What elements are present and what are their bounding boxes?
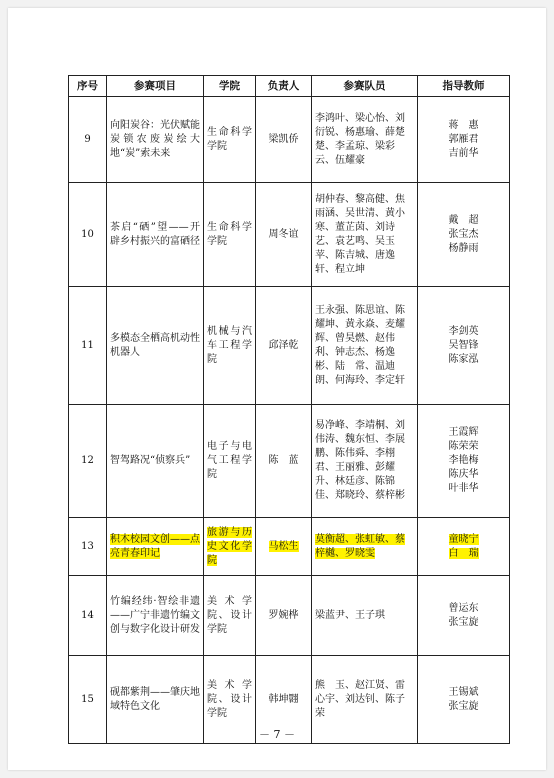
cell-members-text: 易净峰、李靖桐、刘伟涛、魏东恒、李展鹏、陈伟舜、李栩君、王丽雅、彭耀升、林廷彦、陈锦佳、郑晓玲、蔡梓彬 — [315, 420, 405, 501]
cell-no — [69, 287, 107, 405]
cell-project — [107, 97, 204, 183]
table-row — [69, 287, 510, 405]
cell-teachers-text: 李剑英 吴智锋 陈家泓 — [448, 325, 479, 365]
cell-no-text: 11 — [81, 339, 94, 351]
cell-no — [69, 576, 107, 656]
cell-project-text: 向阳炭谷：光伏赋能炭锁农废炭绘大地“炭”索未来 — [110, 119, 200, 159]
cell-no-text: 10 — [81, 228, 94, 240]
cell-project-text: 积木校园文创——点亮青春印记 — [110, 533, 200, 559]
cell-no-text: 9 — [84, 133, 91, 145]
competition-table — [68, 75, 510, 744]
cell-members — [312, 183, 418, 287]
header-project: 参赛项目 — [107, 76, 204, 97]
table-row — [69, 576, 510, 656]
cell-leader-text: 陈 蓝 — [268, 455, 299, 466]
table-row — [69, 183, 510, 287]
cell-leader-text: 韩坤翾 — [268, 693, 299, 705]
cell-members — [312, 576, 418, 656]
cell-project-text: 智驾路况“侦察兵” — [110, 455, 191, 466]
cell-leader — [256, 97, 312, 183]
header-no: 序号 — [69, 76, 107, 97]
cell-college-text: 旅游与历史文化学院 — [207, 526, 252, 566]
cell-leader-text: 周冬谊 — [268, 228, 299, 240]
cell-teachers — [418, 183, 510, 287]
cell-teachers — [418, 287, 510, 405]
cell-no — [69, 97, 107, 183]
cell-college — [204, 183, 256, 287]
cell-members — [312, 287, 418, 405]
cell-leader — [256, 183, 312, 287]
cell-members — [312, 97, 418, 183]
cell-project-text: 多模态全栖高机动性机器人 — [110, 332, 200, 358]
table-row — [69, 405, 510, 518]
cell-project — [107, 576, 204, 656]
cell-no-text: 15 — [81, 693, 94, 705]
cell-college — [204, 287, 256, 405]
cell-leader — [256, 287, 312, 405]
cell-project — [107, 183, 204, 287]
page-number: － 7 － — [259, 728, 295, 741]
cell-college-text: 美术学院、设计学院 — [207, 679, 252, 719]
cell-teachers — [418, 576, 510, 656]
cell-college-text: 生命科学学院 — [207, 126, 252, 152]
table-header-row — [69, 76, 510, 97]
table-row — [69, 97, 510, 183]
cell-leader — [256, 576, 312, 656]
cell-teachers-text: 戴 超 张宝杰 杨静雨 — [448, 214, 479, 254]
cell-teachers-text: 曾运东 张宝旋 — [448, 602, 479, 628]
cell-project-text: 茶启“硒”望——开辟乡村振兴的富硒径 — [110, 221, 200, 247]
cell-teachers — [418, 518, 510, 576]
cell-college-text: 生命科学学院 — [207, 221, 252, 247]
cell-project-text: 竹编经纬·智绘非遗——广宁非遗竹编文创与数字化设计研发 — [110, 595, 200, 635]
cell-no — [69, 518, 107, 576]
cell-members-text: 莫衡超、张虹敏、蔡梓樾、罗晓雯 — [315, 533, 405, 559]
cell-leader-text: 邱泽乾 — [268, 339, 299, 351]
cell-members-text: 胡仲春、黎高健、焦雨涵、吴世清、黄小寒、董芷茵、刘诗艺、袁艺鸣、吴玉苹、陈吉城、唐逸轩、程立坤 — [315, 193, 405, 275]
cell-college-text: 电子与电气工程学院 — [207, 441, 252, 480]
cell-project-text: 砚都紫荆——肇庆地域特色文化 — [110, 686, 200, 712]
cell-leader-text: 罗婉桦 — [268, 609, 299, 621]
cell-no — [69, 183, 107, 287]
cell-college — [204, 97, 256, 183]
cell-project — [107, 405, 204, 518]
cell-college — [204, 405, 256, 518]
cell-members-text: 王永强、陈思谊、陈耀坤、黄永焱、麦耀辉、曾昊燃、赵伟利、钟志杰、杨逸彬、陆 常、温迪朗、何海玲、李定轩 — [315, 304, 405, 386]
cell-members — [312, 405, 418, 518]
cell-leader — [256, 518, 312, 576]
table-row — [69, 518, 510, 576]
cell-teachers — [418, 405, 510, 518]
cell-teachers-text: 蒋 惠 郭雁君 吉前华 — [448, 119, 479, 159]
cell-members-text: 熊 玉、赵江贤、雷心宇、刘达钊、陈子荣 — [315, 679, 405, 719]
cell-college — [204, 576, 256, 656]
cell-members-text: 李鸿叶、梁心怡、刘衍锐、杨惠瑜、薛楚楚、李孟琼、梁彩云、伍耀豪 — [315, 112, 405, 166]
cell-college-text: 美术学院、设计学院 — [207, 595, 252, 635]
cell-no-text: 13 — [81, 540, 94, 552]
cell-leader — [256, 405, 312, 518]
cell-members — [312, 518, 418, 576]
header-leader: 负责人 — [256, 76, 312, 97]
document-page — [8, 8, 546, 770]
cell-leader-text: 马松生 — [268, 540, 299, 552]
cell-college-text: 机械与汽车工程学院 — [207, 325, 252, 365]
cell-teachers — [418, 97, 510, 183]
cell-no-text: 14 — [81, 609, 94, 621]
cell-project — [107, 287, 204, 405]
cell-teachers-text: 王锡斌 张宝旋 — [448, 686, 479, 712]
cell-college — [204, 518, 256, 576]
header-members: 参赛队员 — [312, 76, 418, 97]
cell-leader-text: 梁凯侨 — [268, 133, 299, 145]
cell-no-text: 12 — [81, 455, 94, 466]
cell-no — [69, 405, 107, 518]
header-teachers: 指导教师 — [418, 76, 510, 97]
cell-project — [107, 518, 204, 576]
cell-members-text: 梁蓝尹、王子琪 — [315, 609, 385, 621]
cell-teachers-text: 童晓宁 白 瑞 — [448, 533, 479, 559]
cell-teachers-text: 王霞辉 陈荣荣 李艳梅 陈庆华 叶非华 — [448, 427, 479, 494]
header-college: 学院 — [204, 76, 256, 97]
